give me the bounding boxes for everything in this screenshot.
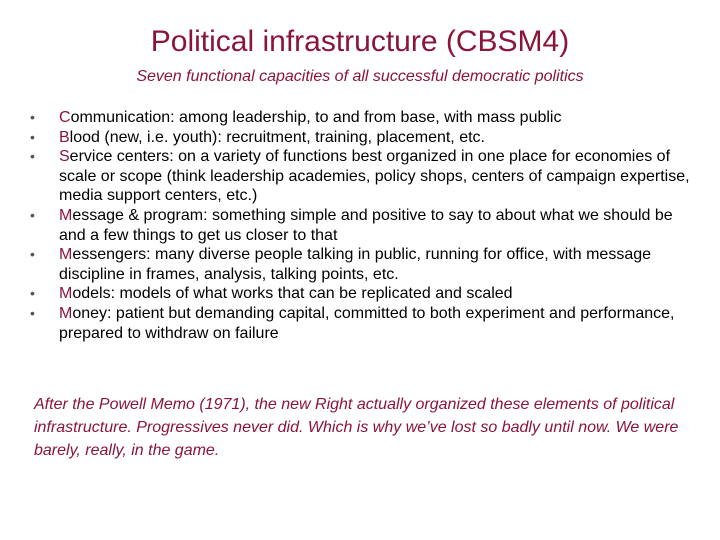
bullet-initial: S — [59, 148, 70, 166]
bullet-text: essengers: many diverse people talking in public, running for office, with message discipline in frames, analysis, talking points, etc. — [59, 246, 652, 283]
bullet-initial: M — [59, 285, 73, 303]
bullet-text: ervice centers: on a variety of functions best organized in one place for economies of scale or scope (think leadership academies, policy shops, centers of campaign expertise, media support centers, etc.) — [59, 148, 690, 205]
bullet-dot-icon: • — [30, 285, 35, 302]
bullet-text: essage & program: something simple and positive to say to about what we should be and a few things to get us closer to that — [59, 206, 673, 244]
bullet-initial: M — [59, 246, 73, 264]
bullet-initial: C — [59, 109, 71, 126]
bullet-text: ommunication: among leadership, to and from base, with mass public — [70, 109, 562, 126]
bullet-dot-icon: • — [30, 246, 35, 263]
bullet-dot-icon: • — [30, 304, 35, 321]
slide-subtitle: Seven functional capacities of all successful democratic politics — [136, 68, 584, 85]
bullet-list — [26, 108, 696, 343]
bullet-item-blood — [26, 128, 696, 148]
bullet-dot-icon: • — [30, 128, 35, 145]
bullet-dot-icon: • — [30, 109, 35, 125]
bullet-text: odels: models of what works that can be replicated and scaled — [72, 285, 513, 303]
bullet-initial: B — [59, 128, 70, 146]
bullet-initial: M — [59, 304, 73, 322]
bullet-item-service-centers — [26, 147, 696, 206]
bullet-item-message — [26, 206, 696, 245]
slide-title: Political infrastructure (CBSM4) — [150, 25, 570, 58]
bullet-item-money — [26, 304, 696, 343]
bullet-item-messengers — [26, 245, 696, 284]
bullet-item-models — [26, 284, 696, 304]
bullet-text: oney: patient but demanding capital, committed to both experiment and performance, prepared to withdraw on failure — [59, 304, 675, 342]
bullet-dot-icon: • — [30, 206, 35, 223]
bullet-initial: M — [59, 206, 73, 224]
bullet-dot-icon: • — [30, 148, 35, 165]
bullet-text: lood (new, i.e. youth): recruitment, training, placement, etc. — [69, 128, 485, 146]
bullet-item-communication — [26, 108, 696, 128]
closing-paragraph: After the Powell Memo (1971), the new Right actually organized these elements of political infrastructure. Progressives never did. Which is why we’ve lost so badly until now. We were barely, really, in the game. — [34, 396, 679, 459]
